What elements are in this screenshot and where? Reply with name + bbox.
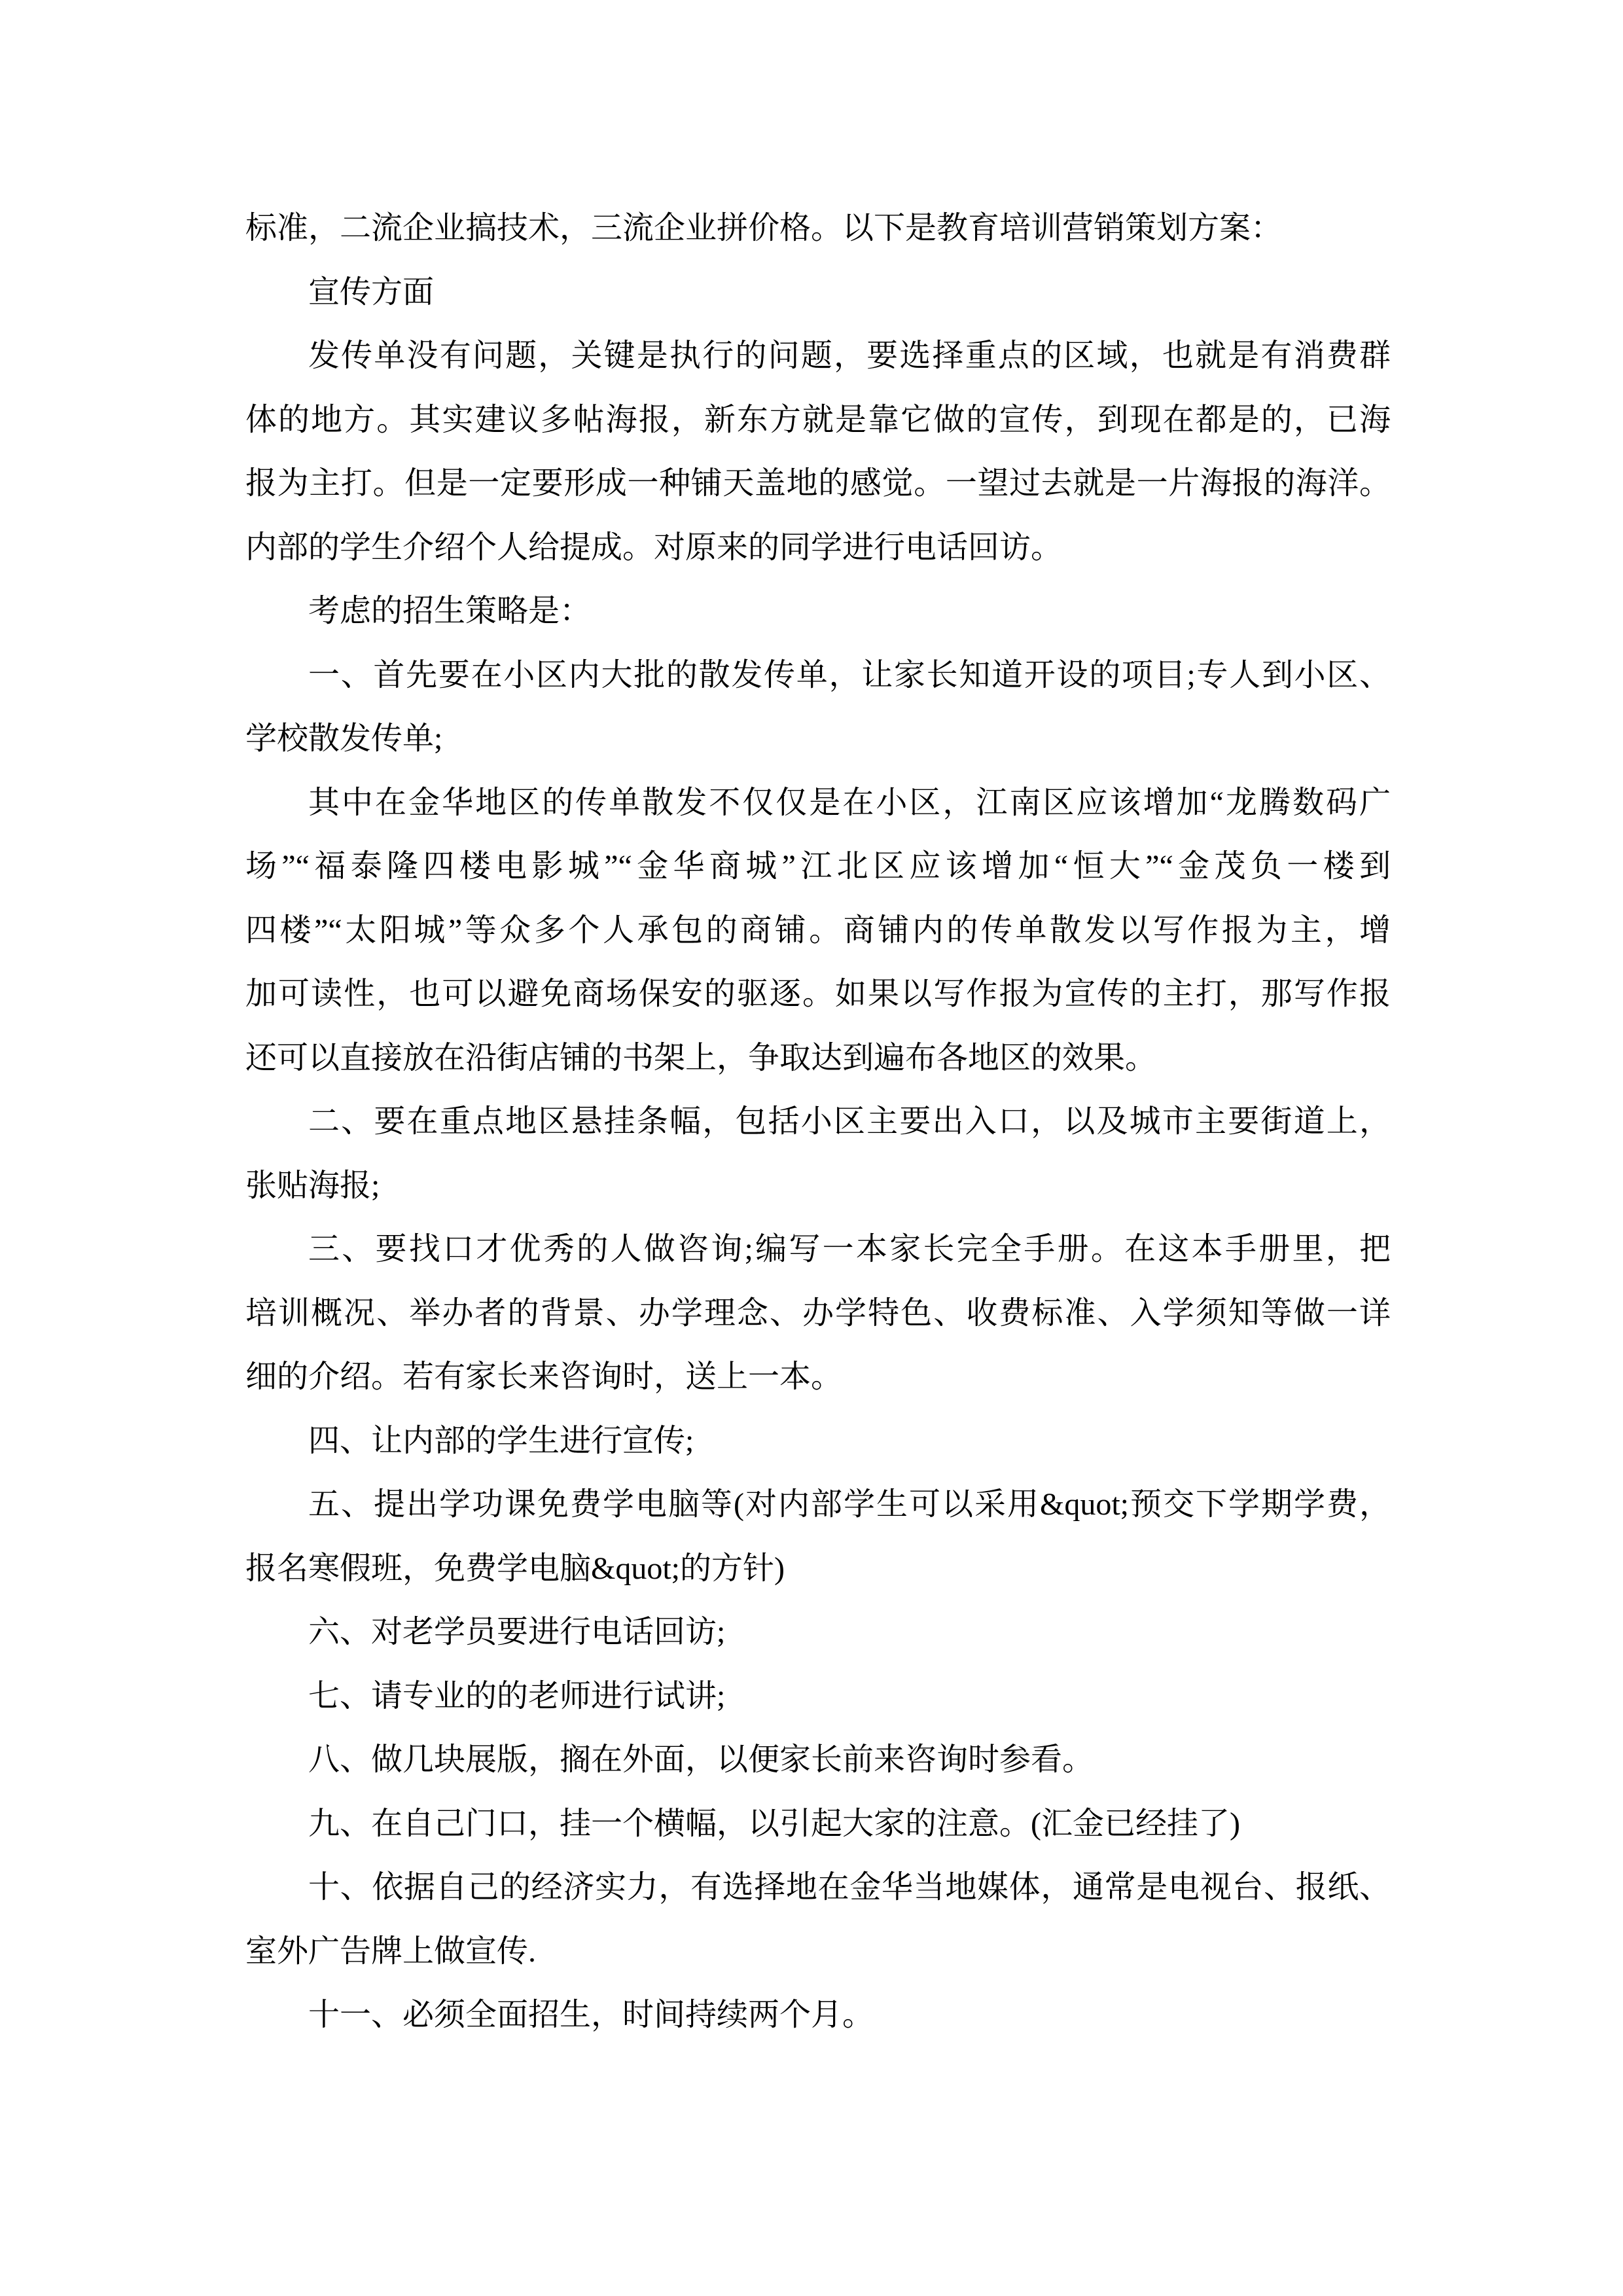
text-line: 内部的学生介绍个人给提成。对原来的同学进行电话回访。 [245,529,1063,565]
text-line: 四楼”“太阳城”等众多个人承包的商铺。商铺内的传单散发以写作报为主，增 [245,912,1391,948]
text-line: 培训概况、举办者的背景、办学理念、办学特色、收费标准、入学须知等做一详 [245,1295,1391,1331]
text-line: 报名寒假班，免费学电脑&quot;的方针) [245,1551,785,1586]
text-line: 四、让内部的学生进行宣传; [308,1423,694,1458]
text-line: 考虑的招生策略是： [308,594,592,628]
text-line: 场”“福泰隆四楼电影城”“金华商城”江北区应该增加“恒大”“金茂负一楼到 [245,849,1391,884]
text-line: 七、请专业的的老师进行试讲; [308,1678,726,1713]
text-line: 学校散发传单; [245,721,443,756]
text-line: 加可读性，也可以避免商场保安的驱逐。如果以写作报为宣传的主打，那写作报 [245,977,1391,1011]
text-line: 室外广告牌上做宣传. [245,1933,537,1969]
text-line: 一、首先要在小区内大批的散发传单，让家长知道开设的项目;专人到小区、 [308,657,1391,692]
text-line: 十、依据自己的经济实力，有选择地在金华当地媒体，通常是电视台、报纸、 [308,1870,1391,1905]
text-line: 三、要找口才优秀的人做咨询;编写一本家长完全手册。在这本手册里，把 [308,1232,1391,1266]
text-line: 九、在自己门口，挂一个横幅，以引起大家的注意。(汇金已经挂了) [308,1806,1240,1841]
text-line: 发传单没有问题，关键是执行的问题，要选择重点的区域，也就是有消费群 [308,338,1391,373]
document-text-block [245,196,1391,2047]
text-line: 还可以直接放在沿街店铺的书架上，争取达到遍布各地区的效果。 [245,1040,1157,1075]
text-line: 八、做几块展版，搁在外面，以便家长前来咨询时参看。 [308,1742,1094,1777]
text-line: 其中在金华地区的传单散发不仅仅是在小区，江南区应该增加“龙腾数码广 [308,785,1391,820]
text-line: 宣传方面 [308,274,435,310]
text-line: 十一、必须全面招生，时间持续两个月。 [308,1998,874,2032]
text-line: 六、对老学员要进行电话回访; [308,1615,726,1649]
text-line: 标准，二流企业搞技术，三流企业拼价格。以下是教育培训营销策划方案： [245,211,1283,245]
text-line: 体的地方。其实建议多帖海报，新东方就是靠它做的宣传，到现在都是的，已海 [245,402,1391,437]
text-line: 报为主打。但是一定要形成一种铺天盖地的感觉。一望过去就是一片海报的海洋。 [245,466,1391,501]
text-line: 二、要在重点地区悬挂条幅，包括小区主要出入口，以及城市主要街道上， [308,1104,1391,1139]
text-line: 细的介绍。若有家长来咨询时，送上一本。 [245,1359,843,1394]
text-line: 五、提出学功课免费学电脑等(对内部学生可以采用&quot;预交下学期学费， [308,1487,1391,1522]
text-line: 张贴海报; [245,1168,380,1203]
